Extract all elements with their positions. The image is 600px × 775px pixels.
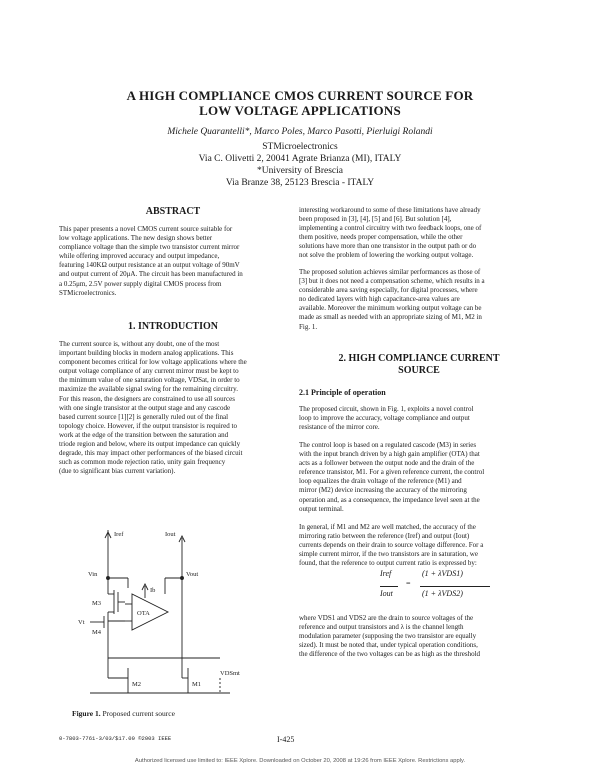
page-number: I-425 [277, 735, 295, 744]
text-line: This paper presents a novel CMOS current source suitable for [59, 225, 233, 233]
text-line: simple current mirror, if the two transistors are in saturation, we [299, 550, 478, 559]
label-m1: M1 [192, 681, 202, 688]
text-line: output terminal. [299, 504, 344, 513]
paper-title [60, 88, 540, 118]
text-line: sized). It must be noted that, under typical operation conditions, [299, 641, 478, 650]
text-line: found, that the reference to output current ratio is expressed by: [299, 559, 477, 568]
text-line: For this reason, the designers are constrained to use all sources [59, 394, 235, 403]
eq-rhs-denominator: (1 + λVDS2) [422, 589, 463, 598]
text-line: no dedicated layers with high capacitance-area values are [299, 295, 460, 304]
introduction-body [59, 340, 287, 476]
text-line: modulation parameter (supposing the two transistor are equally [299, 632, 477, 641]
figure-caption [72, 709, 175, 718]
text-line: acts as a follower between the output node and the drain of the [299, 459, 475, 468]
introduction-heading: 1. INTRODUCTION [127, 321, 218, 332]
text-line: available. Moreover the minimum working output voltage can be [299, 304, 482, 313]
text-line: the minimum value of one saturation voltage, VDSat, in order to [59, 376, 240, 385]
text-line: triode region and below, where its output impedance can quickly [59, 440, 241, 449]
text-line: them positive, needs proper compensation, while the other [299, 233, 463, 242]
text-line: solutions have more than one transistor in the output path or do [299, 242, 477, 251]
text-line: The proposed solution achieves similar performances as those of [299, 268, 481, 276]
section-2-para-3 [299, 523, 539, 568]
text-line: loop to improve the accuracy, voltage compliance and output [299, 414, 470, 423]
text-line: operation and, as a consequence, the impedance level seen at the [299, 495, 480, 504]
text-line: implementing a control circuitry with two feedback loops, one of [299, 224, 482, 233]
label-iout: Iout [165, 531, 176, 538]
text-line: Fig. 1. [299, 322, 318, 331]
text-line: interesting workaround to some of these limitations have already [299, 206, 481, 214]
text-line: mirroring ratio between the reference (Iref) and output (Iout) [299, 532, 470, 541]
text-line: STMicroelectronics. [59, 288, 117, 297]
label-vin: Vin [88, 571, 98, 578]
label-ib: Ib [150, 587, 156, 594]
text-line: considerable area saving especially, for digital processes, where [299, 286, 478, 295]
eq-lhs-fraction-bar [380, 586, 398, 587]
section-2-heading-line-1: 2. HIGH COMPLIANCE CURRENT [338, 353, 500, 364]
text-line: with the input branch driven by a high gain amplifier (OTA) that [299, 450, 480, 459]
eq-rhs-fraction-bar [420, 586, 490, 587]
isbn-footer: 0-7803-7761-3/03/$17.00 ©2003 IEEE [59, 735, 172, 742]
affiliation-address-2: Via Branze 38, 25123 Brescia - ITALY [225, 178, 375, 188]
caption-text: Proposed current source [102, 709, 175, 718]
abstract-heading: ABSTRACT [145, 206, 201, 217]
text-line: In general, if M1 and M2 are well matched, the accuracy of the [299, 523, 476, 531]
right-intro-para-2 [299, 268, 539, 332]
text-line: loop equalizes the drain voltage of the reference (M1) and [299, 477, 462, 486]
text-line: featuring 140KΩ output resistance at an output voltage of 90mV [59, 261, 240, 270]
text-line: reference transistor, M1. For a given reference current, the control [299, 468, 485, 477]
text-line: reference and output transistors and λ is the channel length [299, 623, 464, 632]
text-line: been proposed in [3], [4], [5] and [6]. But solution [4], [299, 215, 452, 224]
text-line: and output current of 20μA. The circuit has been manufactured in [59, 270, 243, 279]
section-2-para-2 [299, 441, 539, 514]
text-line: compliance voltage than the simple two transistor current mirror [59, 243, 240, 252]
text-line: made as small as needed with an appropriate sizing of M1, M2 in [299, 313, 482, 322]
text-line: important building blocks in modern analog applications. This [59, 349, 234, 358]
label-vt: Vt [78, 619, 85, 626]
text-line: the difference of the two voltages can be as high as the threshold [299, 650, 481, 659]
title-line-2: LOW VOLTAGE APPLICATIONS [199, 103, 401, 118]
text-line: The current source is, without any doubt, one of the most [59, 340, 220, 348]
text-line: (due to significant bias current variation). [59, 467, 176, 476]
eq-sign: = [406, 579, 411, 588]
license-notice: Authorized licensed use limited to: IEEE Xplore. Downloaded on October 20, 2008 at 19:26 from IEEE Xplore. Restrictions apply. [134, 758, 466, 764]
label-ota: OTA [137, 610, 150, 617]
affiliation-address-1: Via C. Olivetti 2, 20041 Agrate Brianza (MI), ITALY [198, 154, 402, 164]
text-line: The proposed circuit, shown in Fig. 1, exploits a novel control [299, 405, 474, 413]
eq-rhs-numerator: (1 + λVDS1) [422, 569, 463, 578]
author-list: Michele Quarantelli*, Marco Poles, Marco Pasotti, Pierluigi Rolandi [167, 127, 433, 137]
eq-lhs-denominator: Iout [380, 589, 393, 598]
text-line: while offering improved accuracy and output impedance, [59, 252, 220, 261]
circuit-schematic [70, 528, 270, 704]
text-line: low voltage applications. The new design shows better [59, 234, 213, 243]
text-line: currents depends on their drain to source voltage difference. For a [299, 541, 484, 550]
text-line: such as common mode rejection ratio, unity gain frequency [59, 458, 226, 467]
text-line: output voltage compliance of any current mirror must be kept to [59, 367, 239, 376]
section-2-para-1 [299, 405, 539, 432]
label-m3: M3 [92, 600, 102, 607]
abstract-body [59, 225, 287, 298]
text-line: with one single transistor at the output stage and any cascode [59, 403, 231, 412]
section-2-para-4 [299, 614, 539, 659]
label-m4: M4 [92, 629, 102, 636]
text-line: work at the edge of the transition between the saturation and [59, 430, 229, 439]
eq-lhs-numerator: Iref [380, 569, 392, 578]
text-line: mirror (M2) device increasing the accuracy of the mirroring [299, 486, 467, 495]
label-vout: Vout [186, 571, 199, 578]
text-line: resistance of the mirror core. [299, 423, 380, 432]
text-line: The control loop is based on a regulated cascode (M3) in series [299, 441, 477, 449]
equation-1 [380, 567, 520, 607]
label-vdsmt: VDSmt [220, 670, 240, 677]
section-2-heading-line-2: SOURCE [398, 365, 440, 376]
text-line: where VDS1 and VDS2 are the drain to source voltages of the [299, 614, 474, 622]
text-line: degrade, this may impact other performances of the biased circuit [59, 449, 243, 458]
label-iref: Iref [114, 531, 124, 538]
title-line-1: A HIGH COMPLIANCE CMOS CURRENT SOURCE FOR [126, 88, 474, 103]
text-line: maximize the available signal swing for the remaining circuitry. [59, 385, 238, 394]
text-line: based current source [1][2] is generally ruled out of the final [59, 412, 229, 421]
right-intro-para-1 [299, 206, 539, 261]
section-2-heading [299, 353, 539, 377]
subsection-heading: 2.1 Principle of operation [299, 388, 386, 397]
affiliation-org-1: STMicroelectronics [262, 142, 338, 152]
text-line: [3] but it does not need a compensation scheme, which results in a [299, 277, 485, 286]
text-line: component becomes critical for low voltage applications where the [59, 358, 247, 367]
text-line: topology choice. However, if the output transistor is required to [59, 421, 237, 430]
text-line: a 0.25μm, 2.5V power supply digital CMOS process from [59, 279, 222, 288]
text-line: not solve the problem of lowering the working output voltage. [299, 251, 474, 260]
label-m2: M2 [132, 681, 142, 688]
affiliation-org-2: *University of Brescia [256, 166, 343, 176]
caption-label: Figure 1. [72, 709, 101, 718]
